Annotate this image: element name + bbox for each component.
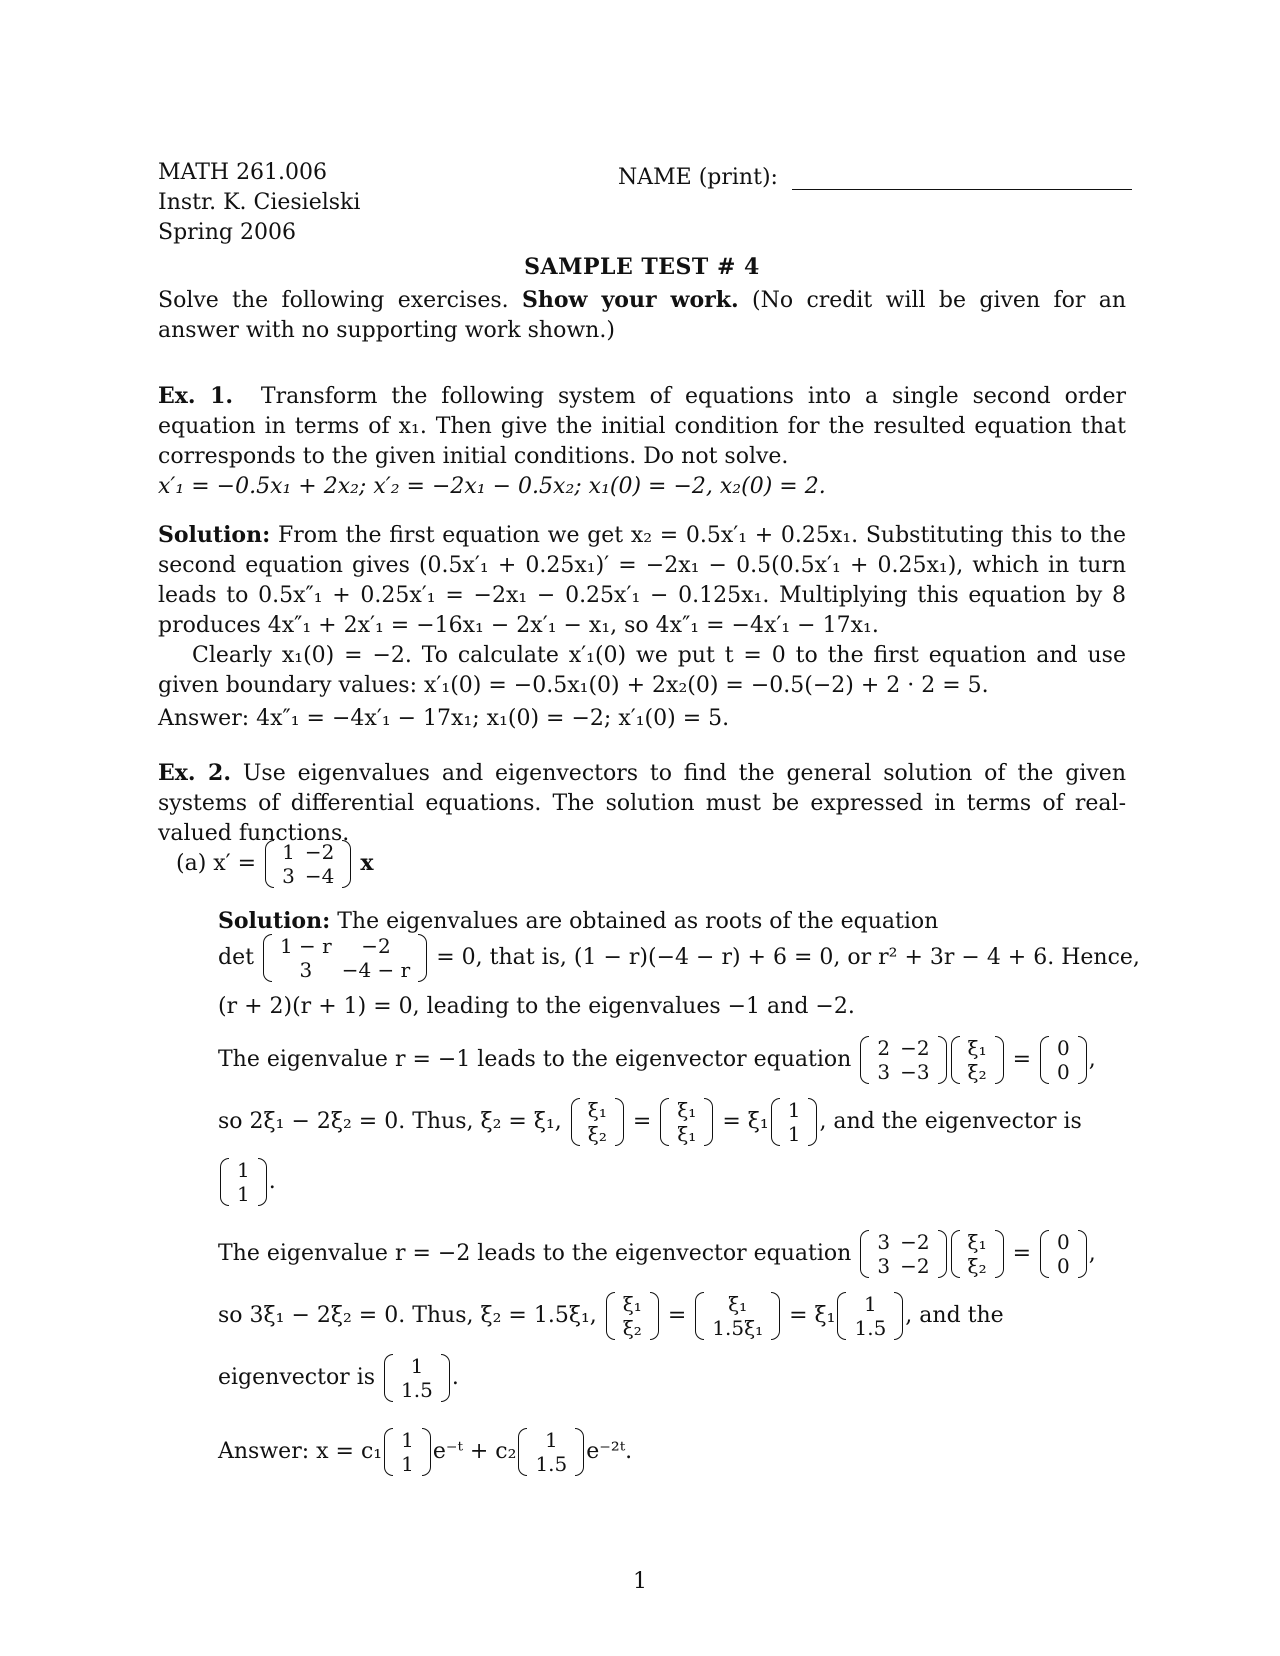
ex2-answer (218, 1428, 632, 1476)
name-field[interactable] (618, 163, 1132, 193)
comma: , (1088, 1047, 1096, 1072)
ex2-text: Use eigenvalues and eigenvectors to find the general solution of the given systems of differential equations. The solution must be expressed in terms of real-valued functions. (158, 761, 1126, 846)
matrix-cell: ξ₂ (587, 1122, 607, 1146)
xi-vector (949, 1036, 1006, 1084)
det-label: det (218, 945, 254, 970)
equals-xi1: = ξ₁ (789, 1303, 836, 1328)
matrix-cell: 1 (237, 1182, 250, 1206)
eigenvector-2 (218, 1354, 459, 1402)
xi-vector (604, 1292, 661, 1340)
course-code: MATH 261.006 (158, 160, 328, 185)
eig2-text: The eigenvalue r = −2 leads to the eigenvector equation (218, 1241, 852, 1266)
matrix-cell: 1.5ξ₁ (712, 1316, 764, 1340)
equals-sign: = (1012, 1241, 1032, 1266)
matrix-cell: 3 (877, 1254, 891, 1278)
matrix-cell: ξ₂ (967, 1060, 987, 1084)
matrix-cell: 0 (1057, 1254, 1070, 1278)
equals-sign: = (667, 1303, 687, 1328)
matrix-cell: −4 (304, 864, 335, 888)
xi-vector (569, 1098, 626, 1146)
ex1-text: Transform the following system of equations into a single second order equation in terms of x₁. Then give the initial condition for the resulted equation that corresponds to the given initial conditions. Do not solve. (158, 384, 1127, 469)
eigenvector-label: eigenvector is (218, 1365, 376, 1390)
ex2-solution-label: Solution: (218, 908, 331, 934)
vector-x: x (360, 850, 374, 876)
vector-1-15 (516, 1428, 586, 1476)
answer-end: e⁻²ᵗ. (586, 1439, 633, 1464)
vector-1-15 (382, 1354, 452, 1402)
xi-vector (949, 1230, 1006, 1278)
matrix-cell: −2 (900, 1230, 930, 1254)
equals-xi1: = ξ₁ (722, 1109, 769, 1134)
matrix-cell: ξ₁ (677, 1122, 697, 1146)
answer-mid: e⁻ᵗ + c₂ (432, 1439, 517, 1464)
roots-line: (r + 2)(r + 1) = 0, leading to the eigenvalues −1 and −2. (218, 994, 855, 1019)
ex1-label: Ex. 1. (158, 383, 234, 409)
name-blank-line[interactable] (792, 189, 1132, 190)
eig1-tail: , and the eigenvector is (819, 1109, 1082, 1134)
zero-vector (1038, 1036, 1089, 1084)
term: Spring 2006 (158, 220, 296, 245)
matrix-cell: 1 − r (279, 934, 332, 958)
matrix-cell: ξ₁ (967, 1230, 987, 1254)
equals-sign: = (1012, 1047, 1032, 1072)
matrix-cell: ξ₁ (587, 1098, 607, 1122)
xi1-15xi1-vector (693, 1292, 782, 1340)
equals-sign: = (632, 1109, 652, 1134)
matrix-cell: 3 (877, 1060, 891, 1084)
matrix-cell: −2 (900, 1254, 930, 1278)
ex2-label: Ex. 2. (158, 760, 232, 786)
det-tail: = 0, that is, (1 − r)(−4 − r) + 6 = 0, or r² + 3r − 4 + 6. Hence, (436, 945, 1140, 970)
vector-1-15 (835, 1292, 905, 1340)
matrix-cell: ξ₁ (967, 1036, 987, 1060)
matrix-cell: −4 − r (341, 958, 411, 982)
instructions-bold: Show your work. (521, 287, 739, 313)
eig1-equation-line (218, 1036, 1096, 1084)
ex1-solution (158, 520, 1126, 701)
eig1-so-line (218, 1098, 1082, 1146)
vector-1-1 (769, 1098, 820, 1146)
instructions (158, 285, 1126, 346)
matrix-a (263, 840, 353, 888)
exercise-2 (158, 758, 1126, 849)
eig2-so-text: so 3ξ₁ − 2ξ₂ = 0. Thus, ξ₂ = 1.5ξ₁, (218, 1303, 597, 1328)
matrix-cell: 1 (864, 1292, 877, 1316)
period: . (451, 1365, 459, 1390)
eig1-text: The eigenvalue r = −1 leads to the eigenvector equation (218, 1047, 852, 1072)
matrix-cell: −2 (304, 840, 335, 864)
eig1-matrix (858, 1036, 948, 1084)
name-label: NAME (print): (618, 165, 778, 190)
matrix-cell: ξ₂ (622, 1316, 642, 1340)
ex2-part-a (176, 840, 373, 888)
eig2-tail: , and the (905, 1303, 1004, 1328)
matrix-cell: 1 (401, 1452, 414, 1476)
vector-1-1 (382, 1428, 433, 1476)
vector-1-1 (218, 1158, 269, 1206)
matrix-cell: 1.5 (535, 1452, 568, 1476)
ex1-solution-label: Solution: (158, 522, 271, 548)
ex2-solution-intro (218, 906, 938, 937)
matrix-cell: ξ₁ (728, 1292, 748, 1316)
ex1-answer: Answer: 4x″₁ = −4x′₁ − 17x₁; x₁(0) = −2; x′₁(0) = 5. (158, 706, 730, 731)
ex1-system: x′₁ = −0.5x₁ + 2x₂; x′₂ = −2x₁ − 0.5x₂; x₁(0) = −2, x₂(0) = 2. (158, 474, 826, 499)
answer-label: Answer: x = c₁ (218, 1439, 383, 1464)
matrix-cell: −2 (361, 934, 391, 958)
matrix-cell: 2 (877, 1036, 891, 1060)
matrix-cell: 1 (544, 1428, 558, 1452)
eig2-so-line (218, 1292, 1004, 1340)
matrix-cell: 1 (237, 1158, 250, 1182)
matrix-cell: 1.5 (854, 1316, 887, 1340)
instructions-tail: (No credit will be given for an answer with no supporting work shown.) (158, 288, 1127, 343)
matrix-cell: 1 (282, 840, 295, 864)
matrix-cell: 1 (787, 1098, 801, 1122)
xi1-xi1-vector (658, 1098, 715, 1146)
matrix-cell: 1 (410, 1354, 424, 1378)
matrix-cell: 0 (1057, 1060, 1070, 1084)
matrix-cell: −3 (900, 1060, 930, 1084)
determinant-line (218, 934, 1140, 982)
eigenvector-1 (218, 1158, 276, 1206)
matrix-cell: ξ₁ (622, 1292, 642, 1316)
instructor: Instr. K. Ciesielski (158, 190, 361, 215)
matrix-cell: 1.5 (401, 1378, 433, 1402)
period: . (268, 1169, 276, 1194)
matrix-cell: 3 (282, 864, 295, 888)
exercise-1 (158, 381, 1126, 502)
eig2-equation-line (218, 1230, 1096, 1278)
ex1-solution-text: From the first equation we get x₂ = 0.5x′₁ + 0.25x₁. Substituting this to the second equation gives (0.5x′₁ + 0.25x₁)′ = −2x₁ − 0.5(0.5x′₁ + 0.25x₁), which in turn leads to 0.5x″₁ + 0.25x′₁ = −2x₁ − 0.25x′₁ − 0.125x₁. Multiplying this equation by 8 produces 4x″₁ + 2x′₁ = −16x₁ − 2x′₁ − x₁, so 4x″₁ = −4x′₁ − 17x₁. (158, 523, 1126, 638)
det-matrix (261, 934, 429, 982)
zero-vector (1038, 1230, 1089, 1278)
eig1-so-text: so 2ξ₁ − 2ξ₂ = 0. Thus, ξ₂ = ξ₁, (218, 1109, 562, 1134)
matrix-cell: ξ₁ (677, 1098, 697, 1122)
eig2-matrix (858, 1230, 948, 1278)
matrix-cell: ξ₂ (967, 1254, 987, 1278)
matrix-cell: 3 (877, 1230, 891, 1254)
ex2-solution-intro-text: The eigenvalues are obtained as roots of the equation (337, 909, 939, 934)
instructions-lead: Solve the following exercises. (158, 288, 509, 313)
matrix-cell: 0 (1057, 1230, 1070, 1254)
part-a-label: (a) x′ = (176, 851, 257, 876)
matrix-cell: 1 (787, 1122, 801, 1146)
matrix-cell: 1 (401, 1428, 414, 1452)
page-number: 1 (633, 1569, 647, 1594)
matrix-cell: −2 (900, 1036, 930, 1060)
comma: , (1088, 1241, 1096, 1266)
matrix-cell: 0 (1057, 1036, 1070, 1060)
page-title: SAMPLE TEST # 4 (524, 254, 760, 280)
ex1-solution-text2: Clearly x₁(0) = −2. To calculate x′₁(0) we put t = 0 to the first equation and use given boundary values: x′₁(0) = −0.5x₁(0) + 2x₂(0) = −0.5(−2) + 2 · 2 = 5. (158, 643, 1126, 698)
matrix-cell: 3 (299, 958, 313, 982)
